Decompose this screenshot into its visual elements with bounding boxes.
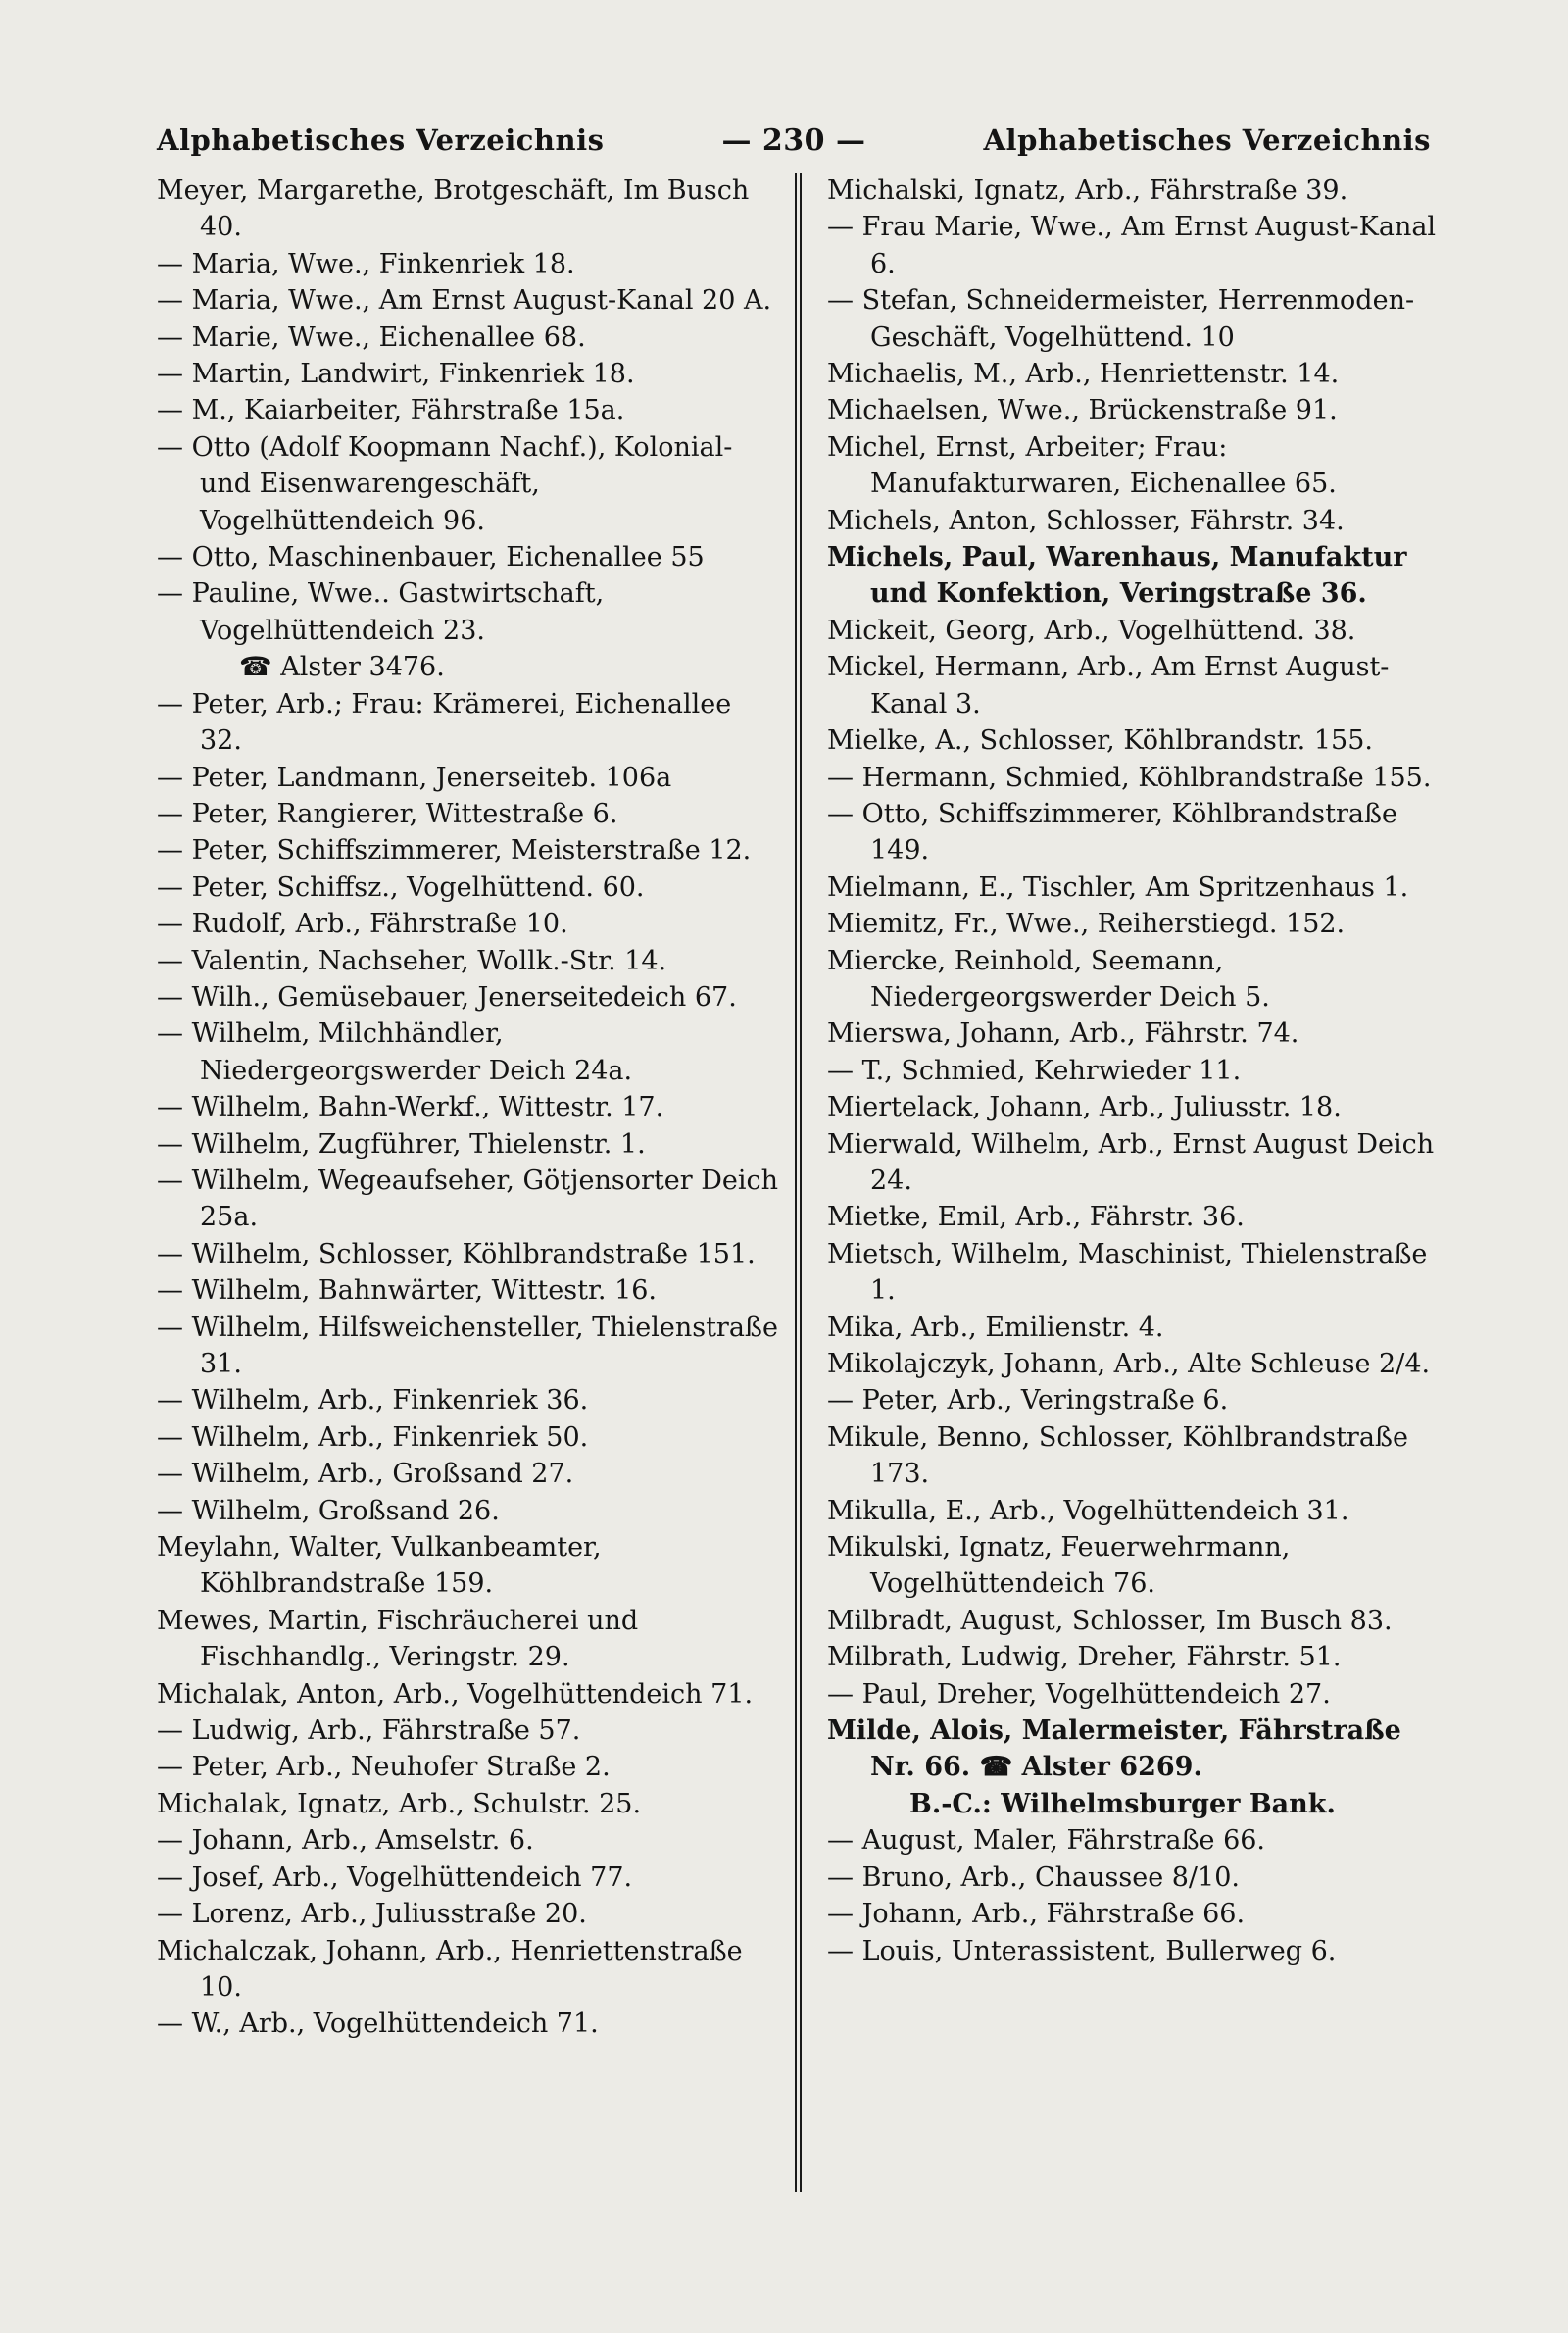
- directory-entry: — Peter, Schiffszimmerer, Meisterstraße 12.: [157, 835, 752, 867]
- directory-entry: — Wilhelm, Bahn-Werkf., Wittestr. 17.: [157, 1092, 664, 1123]
- header-right-title: Alphabetisches Verzeichnis: [983, 124, 1431, 157]
- directory-entry: — Maria, Wwe., Am Ernst August-Kanal 20 A.: [157, 285, 772, 317]
- right-column: [802, 173, 1439, 2192]
- directory-entry: Michalczak, Johann, Arb., Henriettenstraße 10.: [157, 1935, 743, 2003]
- directory-entry: Mierswa, Johann, Arb., Fährstr. 74.: [827, 1018, 1299, 1050]
- directory-entry: Miercke, Reinhold, Seemann, Niedergeorgswerder Deich 5.: [827, 945, 1270, 1013]
- directory-entry: — Ludwig, Arb., Fährstraße 57.: [157, 1715, 581, 1747]
- directory-entry: — Wilhelm, Schlosser, Köhlbrandstraße 151.: [157, 1238, 756, 1269]
- directory-entry: — Wilhelm, Arb., Großsand 27.: [157, 1459, 574, 1490]
- directory-entry: — Wilhelm, Arb., Finkenriek 50.: [157, 1421, 589, 1453]
- directory-entry: — Peter, Rangierer, Wittestraße 6.: [157, 798, 618, 829]
- page-header: [157, 116, 1431, 165]
- directory-entry: — Peter, Schiffsz., Vogelhüttend. 60.: [157, 871, 645, 903]
- directory-entry: — Hermann, Schmied, Köhlbrandstraße 155.: [827, 762, 1432, 793]
- directory-entry: — Johann, Arb., Amselstr. 6.: [157, 1825, 534, 1857]
- directory-entry: — Frau Marie, Wwe., Am Ernst August-Kanal 6.: [827, 212, 1437, 279]
- directory-entry: Mierwald, Wilhelm, Arb., Ernst August Deich 24.: [827, 1128, 1435, 1196]
- directory-entry: Mielke, A., Schlosser, Köhlbrandstr. 155.: [827, 725, 1373, 757]
- header-left-title: Alphabetisches Verzeichnis: [157, 124, 605, 157]
- directory-entry: Michalak, Ignatz, Arb., Schulstr. 25.: [157, 1788, 642, 1819]
- directory-entry: Miemitz, Fr., Wwe., Reiherstiegd. 152.: [827, 909, 1346, 940]
- directory-entry: — Paul, Dreher, Vogelhüttendeich 27.: [827, 1678, 1331, 1710]
- directory-entry: — Martin, Landwirt, Finkenriek 18.: [157, 359, 635, 390]
- directory-entry: — Wilhelm, Milchhändler, Niedergeorgswerder Deich 24a.: [157, 1018, 633, 1086]
- directory-entry: — Peter, Landmann, Jenerseiteb. 106a: [157, 762, 672, 793]
- directory-entry: — T., Schmied, Kehrwieder 11.: [827, 1055, 1242, 1086]
- directory-entry: Meylahn, Walter, Vulkanbeamter, Köhlbrandstraße 159.: [157, 1532, 602, 1600]
- directory-entry: Mikulski, Ignatz, Feuerwehrmann, Vogelhüttendeich 76.: [827, 1532, 1291, 1600]
- directory-entry: — Wilhelm, Zugführer, Thielenstr. 1.: [157, 1128, 646, 1160]
- directory-entry: — Peter, Arb.; Frau: Krämerei, Eichenallee 32.: [157, 688, 732, 757]
- directory-entry: — Louis, Unterassistent, Bullerweg 6.: [827, 1935, 1337, 1966]
- directory-entry: Michel, Ernst, Arbeiter; Frau: Manufakturwaren, Eichenallee 65.: [827, 431, 1337, 500]
- directory-entry: — Wilhelm, Hilfsweichensteller, Thielenstraße 31.: [157, 1312, 778, 1379]
- directory-entry: — Josef, Arb., Vogelhüttendeich 77.: [157, 1861, 633, 1893]
- directory-entry: Mikule, Benno, Schlosser, Köhlbrandstraße 173.: [827, 1421, 1408, 1490]
- directory-entry: B.-C.: Wilhelmsburger Bank.: [909, 1788, 1336, 1819]
- directory-entry: — Stefan, Schneidermeister, Herrenmoden-Geschäft, Vogelhüttend. 10: [827, 285, 1415, 353]
- directory-entry: — Otto, Maschinenbauer, Eichenallee 55: [157, 542, 705, 573]
- directory-entry: Michalski, Ignatz, Arb., Fährstraße 39.: [827, 175, 1348, 206]
- directory-entry: — Maria, Wwe., Finkenriek 18.: [157, 248, 575, 279]
- page-number: — 230 —: [721, 123, 866, 158]
- directory-entry: Michels, Paul, Warenhaus, Manufaktur und Konfektion, Veringstraße 36.: [827, 542, 1407, 610]
- directory-entry: — Pauline, Wwe.. Gastwirtschaft, Vogelhüttendeich 23.: [157, 578, 605, 646]
- directory-entry: — Wilhelm, Bahnwärter, Wittestr. 16.: [157, 1275, 658, 1307]
- directory-entry: Mietsch, Wilhelm, Maschinist, Thielenstraße 1.: [827, 1238, 1428, 1307]
- directory-entry: — Marie, Wwe., Eichenallee 68.: [157, 322, 586, 353]
- directory-entry: Milbrath, Ludwig, Dreher, Fährstr. 51.: [827, 1642, 1342, 1673]
- directory-entry: — Lorenz, Arb., Juliusstraße 20.: [157, 1899, 587, 1930]
- left-column: [157, 173, 794, 2192]
- directory-entry: Mikolajczyk, Johann, Arb., Alte Schleuse 2/4.: [827, 1349, 1431, 1379]
- directory-entry: — Wilh., Gemüsebauer, Jenerseitedeich 67.: [157, 981, 737, 1013]
- column-divider: [794, 173, 802, 2192]
- directory-entry: ☎ Alster 3476.: [239, 652, 445, 683]
- directory-entry: Mewes, Martin, Fischräucherei und Fischhandlg., Veringstr. 29.: [157, 1605, 639, 1673]
- directory-entry: Michaelis, M., Arb., Henriettenstr. 14.: [827, 359, 1340, 390]
- directory-entry: — Peter, Arb., Neuhofer Straße 2.: [157, 1752, 611, 1783]
- directory-entry: — Wilhelm, Wegeaufseher, Götjensorter Deich 25a.: [157, 1165, 778, 1233]
- directory-columns: [157, 173, 1450, 2192]
- directory-entry: — Peter, Arb., Veringstraße 6.: [827, 1385, 1229, 1416]
- directory-entry: Miertelack, Johann, Arb., Juliusstr. 18.: [827, 1092, 1342, 1123]
- directory-entry: Mikulla, E., Arb., Vogelhüttendeich 31.: [827, 1495, 1349, 1526]
- directory-entry: — Wilhelm, Großsand 26.: [157, 1495, 500, 1526]
- directory-entry: — Otto, Schiffszimmerer, Köhlbrandstraße 149.: [827, 798, 1397, 867]
- directory-entry: — M., Kaiarbeiter, Fährstraße 15a.: [157, 395, 625, 426]
- directory-entry: Mielmann, E., Tischler, Am Spritzenhaus 1.: [827, 871, 1409, 903]
- directory-entry: — Rudolf, Arb., Fährstraße 10.: [157, 909, 568, 940]
- directory-entry: — August, Maler, Fährstraße 66.: [827, 1825, 1266, 1857]
- directory-entry: Michaelsen, Wwe., Brückenstraße 91.: [827, 395, 1338, 426]
- directory-entry: Milbradt, August, Schlosser, Im Busch 83.: [827, 1605, 1393, 1636]
- directory-entry: — Wilhelm, Arb., Finkenriek 36.: [157, 1385, 589, 1416]
- directory-entry: Mika, Arb., Emilienstr. 4.: [827, 1312, 1164, 1343]
- directory-entry: Milde, Alois, Malermeister, Fährstraße Nr. 66. ☎ Alster 6269.: [827, 1715, 1401, 1783]
- directory-entry: — W., Arb., Vogelhüttendeich 71.: [157, 2009, 599, 2040]
- directory-entry: Michels, Anton, Schlosser, Fährstr. 34.: [827, 505, 1345, 536]
- directory-entry: — Valentin, Nachseher, Wollk.-Str. 14.: [157, 945, 667, 976]
- directory-entry: — Otto (Adolf Koopmann Nachf.), Kolonial- und Eisenwarengeschäft, Vogelhüttendeich 96.: [157, 431, 733, 536]
- directory-entry: Meyer, Margarethe, Brotgeschäft, Im Busch 40.: [157, 175, 750, 243]
- directory-entry: Michalak, Anton, Arb., Vogelhüttendeich 71.: [157, 1678, 754, 1710]
- directory-entry: — Johann, Arb., Fährstraße 66.: [827, 1899, 1246, 1930]
- directory-entry: Mickeit, Georg, Arb., Vogelhüttend. 38.: [827, 615, 1356, 646]
- directory-entry: Mickel, Hermann, Arb., Am Ernst August-Kanal 3.: [827, 652, 1390, 720]
- directory-entry: Mietke, Emil, Arb., Fährstr. 36.: [827, 1202, 1245, 1233]
- directory-entry: — Bruno, Arb., Chaussee 8/10.: [827, 1861, 1240, 1893]
